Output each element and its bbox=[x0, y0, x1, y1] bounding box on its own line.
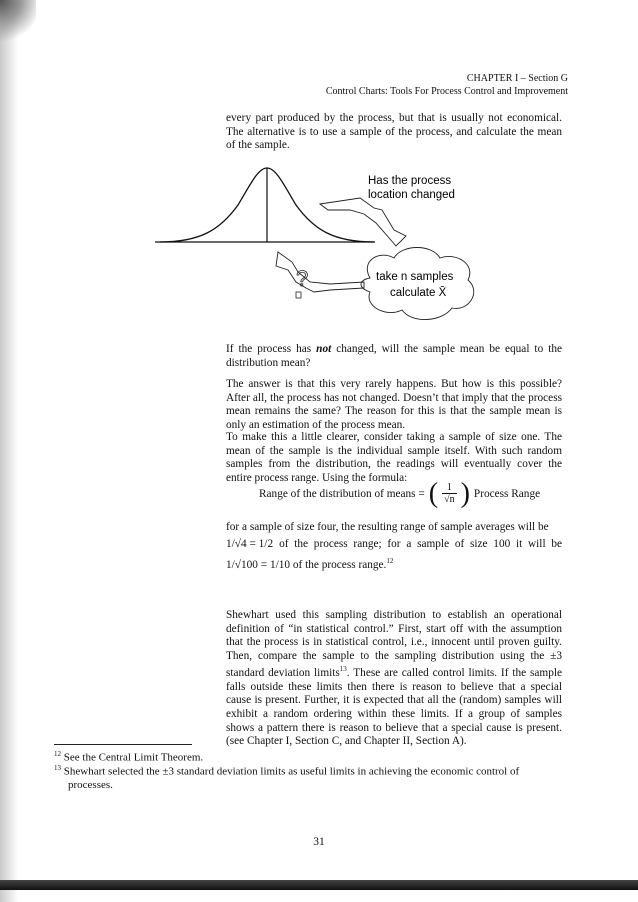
scan-corner-shadow bbox=[0, 0, 36, 48]
chapter-subtitle: Control Charts: Tools For Process Control and Improvement bbox=[325, 86, 568, 97]
footnote-12-text: See the Central Limit Theorem. bbox=[63, 751, 204, 764]
cloud-label-2: calculate X̄ bbox=[390, 287, 447, 299]
footnote-13-number: 13 bbox=[54, 764, 61, 772]
eq1-line bbox=[226, 538, 562, 550]
page-number: 31 bbox=[313, 836, 325, 848]
answer-paragraph: The answer is that this very rarely happens. But how is this possible? After all, the process has not changed. Doesn’t that imply that the process mean remains the same? The reason for this is that the sample mean is only an estimation of the process mean. bbox=[226, 378, 562, 431]
intro-paragraph: every part produced by the process, but that is usually not economical. The alternative is to use a sample of the process, and calculate the mean of the sample. bbox=[226, 112, 562, 152]
clarify-paragraph: To make this a little clearer, consider taking a sample of size one. The mean of the sample is the individual sample itself. With such random samples from the distribution, the readings will eventually cover the entire process range. Using the formula: bbox=[226, 431, 562, 484]
arrow-back-icon bbox=[276, 252, 364, 292]
footnote-ref-12: 12 bbox=[386, 557, 394, 565]
scan-bottom-bar bbox=[0, 880, 638, 890]
eq1-text: of the process range; for a sample of size 100 it will be bbox=[279, 538, 562, 550]
eq2-text: of the process range. bbox=[292, 558, 387, 571]
scan-edge-shadow bbox=[0, 0, 18, 902]
eq2-expression: 1/√100 = 1/10 bbox=[226, 558, 291, 571]
range-formula bbox=[259, 477, 541, 509]
eq2-line bbox=[226, 557, 562, 571]
question-paragraph bbox=[226, 343, 562, 370]
formula-numerator: 1 bbox=[446, 482, 452, 493]
formula-denominator: √n bbox=[444, 494, 455, 505]
footnote-13-text: Shewhart selected the ±3 standard deviation limits as useful limits in achieving the economic control of bbox=[63, 765, 520, 778]
footnote-13-continued: processes. bbox=[68, 779, 113, 792]
question-label-2: location changed bbox=[368, 189, 455, 201]
cloud-shape bbox=[361, 248, 474, 320]
shewhart-paragraph bbox=[226, 609, 562, 749]
sample-size-line: for a sample of size four, the resulting range of sample averages will be bbox=[226, 521, 549, 533]
question-label-1: Has the process bbox=[368, 175, 452, 187]
arrow-down-icon bbox=[320, 198, 406, 246]
formula-lhs: Range of the distribution of means = bbox=[259, 487, 425, 500]
formula-open-paren: ( bbox=[428, 477, 439, 509]
sampling-diagram bbox=[150, 160, 490, 340]
shewhart-text-b: . These are called control limits. If the sample falls outside these limits then there is reason to believe that a special cause is present. Further, it is expected that all the (random) samples will exhibit a random ordering within these limits. If a group of samples shows a pattern there is reason to believe that a special cause is present. (see Chapter I, Section C, and Chapter II, Section A). bbox=[226, 667, 562, 748]
question-text-pre: If the process has bbox=[226, 343, 317, 355]
question-text-post: changed, will the sample mean be equal to the distribution mean? bbox=[226, 343, 562, 369]
question-dot bbox=[296, 292, 301, 298]
footnote-ref-13: 13 bbox=[339, 665, 347, 674]
formula-fraction bbox=[442, 482, 457, 505]
shewhart-text-a: Shewhart used this sampling distribution to establish an operational definition of “in statistical control.” First, start off with the assumption that the process is in statistical control, i.e., innocent until proven guilty. Then, compare the sample to the sampling distribution using the ±3 standard deviation limits bbox=[226, 609, 562, 680]
footnote-13 bbox=[54, 762, 564, 792]
question-emphasis: not bbox=[316, 343, 332, 355]
cloud-label-1: take n samples bbox=[376, 271, 454, 283]
question-mark-icon: ? bbox=[296, 266, 309, 291]
formula-rhs: Process Range bbox=[473, 487, 541, 500]
chapter-heading: CHAPTER I – Section G bbox=[466, 73, 568, 84]
running-header bbox=[326, 72, 568, 98]
eq1-expression: 1/√4 = 1/2 bbox=[226, 538, 274, 550]
footnote-divider bbox=[54, 744, 192, 745]
footnote-12-number: 12 bbox=[54, 750, 61, 758]
formula-close-paren: ) bbox=[460, 477, 470, 509]
